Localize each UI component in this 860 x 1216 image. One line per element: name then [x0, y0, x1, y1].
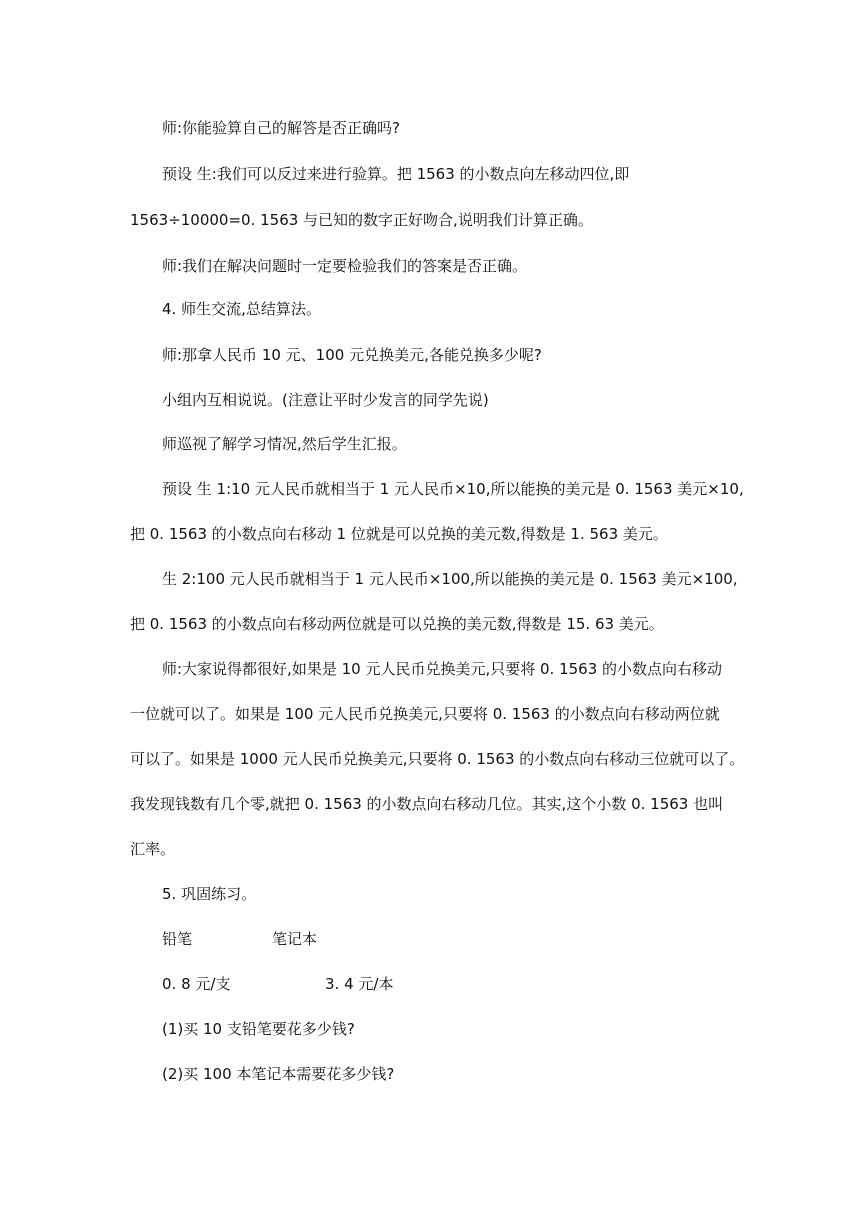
question-line: (2)买 100 本笔记本需要花多少钱?	[162, 1065, 395, 1083]
paragraph-line: 师:大家说得都很好,如果是 10 元人民币兑换美元,只要将 0. 1563 的小数点向右移动	[162, 660, 723, 678]
paragraph-line: 把 0. 1563 的小数点向右移动两位就是可以兑换的美元数,得数是 15. 63 美元。	[130, 615, 664, 633]
paragraph-line: 一位就可以了。如果是 100 元人民币兑换美元,只要将 0. 1563 的小数点向右移动两位就	[130, 705, 720, 723]
item-price-notebook: 3. 4 元/本	[325, 975, 394, 993]
paragraph-line: 预设 生 1:10 元人民币就相当于 1 元人民币×10,所以能换的美元是 0. 1563 美元×10,	[162, 480, 744, 498]
item-label-notebook: 笔记本	[272, 930, 318, 948]
paragraph-line: 把 0. 1563 的小数点向右移动 1 位就是可以兑换的美元数,得数是 1. 563 美元。	[130, 525, 668, 543]
paragraph-line: 师:你能验算自己的解答是否正确吗?	[162, 119, 401, 137]
paragraph-line: 师:那拿人民币 10 元、100 元兑换美元,各能兑换多少呢?	[162, 346, 542, 364]
paragraph-line: 1563÷10000=0. 1563 与已知的数字正好吻合,说明我们计算正确。	[130, 211, 593, 229]
paragraph-line: 可以了。如果是 1000 元人民币兑换美元,只要将 0. 1563 的小数点向右移动三位就可以了。	[130, 750, 745, 768]
paragraph-line: 师巡视了解学习情况,然后学生汇报。	[162, 435, 407, 453]
item-price-pencil: 0. 8 元/支	[162, 975, 231, 993]
paragraph-line: 预设 生:我们可以反过来进行验算。把 1563 的小数点向左移动四位,即	[162, 165, 630, 183]
paragraph-line: 师:我们在解决问题时一定要检验我们的答案是否正确。	[162, 257, 528, 275]
item-label-pencil: 铅笔	[162, 930, 193, 948]
paragraph-line: 小组内互相说说。(注意让平时少发言的同学先说)	[162, 391, 489, 409]
section-heading: 4. 师生交流,总结算法。	[162, 300, 321, 318]
question-line: (1)买 10 支铅笔要花多少钱?	[162, 1020, 355, 1038]
paragraph-line: 我发现钱数有几个零,就把 0. 1563 的小数点向右移动几位。其实,这个小数 0. 1563 也叫	[130, 795, 724, 813]
paragraph-line: 汇率。	[130, 840, 176, 858]
section-heading: 5. 巩固练习。	[162, 885, 257, 903]
paragraph-line: 生 2:100 元人民币就相当于 1 元人民币×100,所以能换的美元是 0. 1563 美元×100,	[162, 570, 738, 588]
